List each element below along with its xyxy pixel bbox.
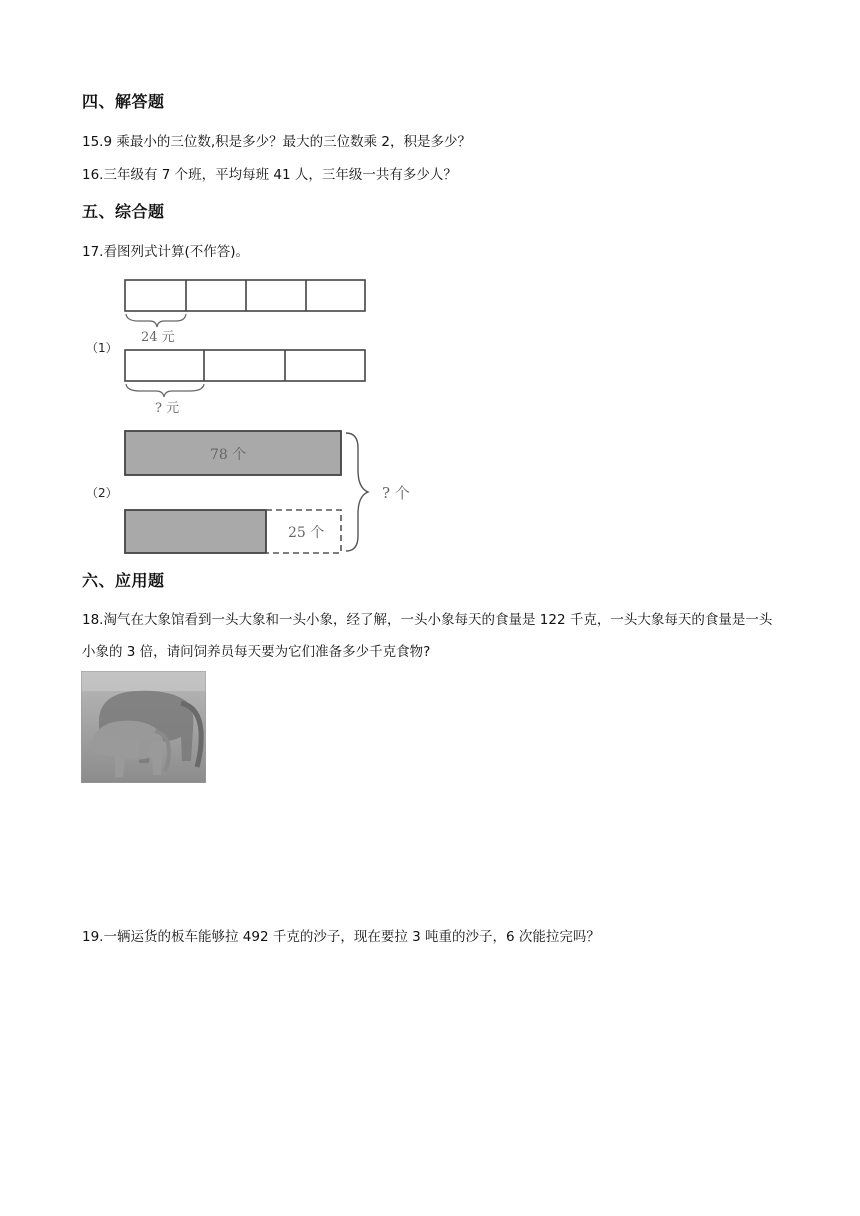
- part-2-bottom-bar: [125, 510, 266, 553]
- part-1-label: （1）: [86, 341, 118, 355]
- question-19: 19.一辆运货的板车能够拉 492 千克的沙子，现在要拉 3 吨重的沙子，6 次能拉完吗？: [82, 929, 600, 945]
- part-2-label: （2）: [86, 486, 118, 500]
- question-16: 16.三年级有 7 个班，平均每班 41 人，三年级一共有多少人？: [82, 167, 457, 183]
- section-heading-4: 四、解答题: [82, 92, 165, 111]
- part-1-top-bar: [125, 280, 365, 311]
- question-18: 18.淘气在大象馆看到一头大象和一头小象，经了解，一头小象每天的食量是 122 千克，一头大象每天的食量是一头小象的 3 倍，请问饲养员每天要为它们准备多少千克食物?: [82, 612, 773, 660]
- part-2-dashed-label: 25 个: [288, 525, 325, 541]
- section-heading-6: 六、应用题: [82, 571, 165, 590]
- elephant-photo: [81, 671, 206, 783]
- question-15: 15.9 乘最小的三位数,积是多少？最大的三位数乘 2，积是多少？: [82, 134, 472, 150]
- part-1-top-label: 24 元: [141, 330, 175, 345]
- part-1-bottom-bar: [125, 350, 365, 381]
- part-2-total-label: ? 个: [382, 484, 410, 502]
- part-2-total-brace: [346, 433, 368, 551]
- part-2-top-bar-label: 78 个: [210, 447, 247, 463]
- part-1-top-brace: [126, 314, 186, 327]
- section-heading-5: 五、综合题: [82, 202, 165, 221]
- part-1-bottom-brace: [126, 384, 204, 397]
- question-17-diagram: [80, 270, 440, 560]
- part-1-bottom-label: ? 元: [155, 401, 180, 416]
- question-17: 17.看图列式计算(不作答)。: [82, 244, 250, 260]
